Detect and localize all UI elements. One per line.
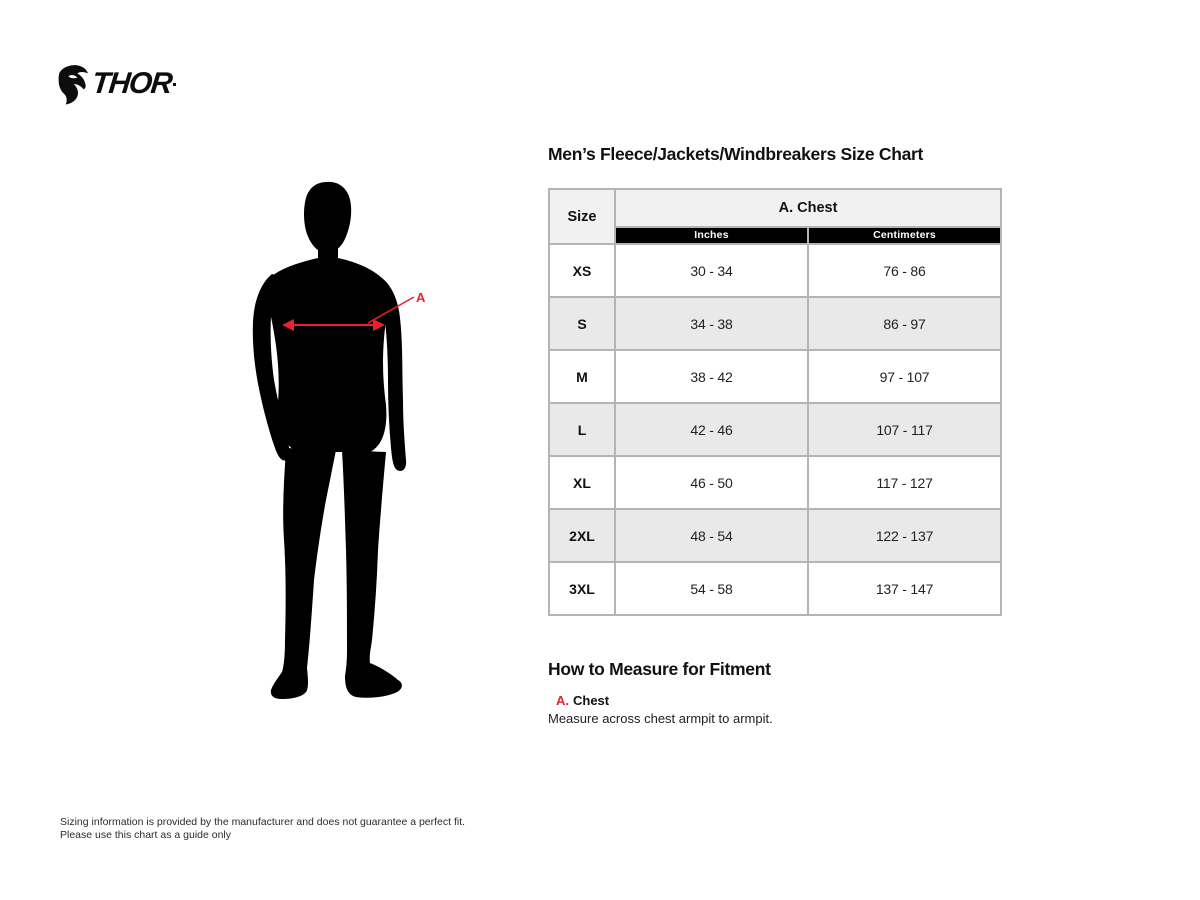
inches-cell: 46 - 50 bbox=[615, 456, 808, 509]
measure-item-description: Measure across chest armpit to armpit. bbox=[548, 711, 773, 726]
table-row-2xl bbox=[549, 509, 1001, 562]
inches-cell: 30 - 34 bbox=[615, 244, 808, 297]
centimeters-cell: 117 - 127 bbox=[808, 456, 1001, 509]
disclaimer-line-2: Please use this chart as a guide only bbox=[60, 829, 232, 841]
centimeters-cell: 97 - 107 bbox=[808, 350, 1001, 403]
centimeters-cell: 86 - 97 bbox=[808, 297, 1001, 350]
inches-cell: 34 - 38 bbox=[615, 297, 808, 350]
male-silhouette bbox=[253, 182, 406, 699]
centimeters-cell: 137 - 147 bbox=[808, 562, 1001, 615]
centimeters-column-header: Centimeters bbox=[808, 227, 1001, 244]
measure-item-letter: A. bbox=[556, 693, 569, 708]
disclaimer bbox=[60, 816, 465, 842]
size-column-header: Size bbox=[549, 189, 615, 244]
measure-item-chest bbox=[556, 693, 609, 708]
table-header-row bbox=[549, 189, 1001, 227]
size-cell: 3XL bbox=[549, 562, 615, 615]
table-row-s bbox=[549, 297, 1001, 350]
centimeters-cell: 122 - 137 bbox=[808, 509, 1001, 562]
table-row-l bbox=[549, 403, 1001, 456]
inches-cell: 54 - 58 bbox=[615, 562, 808, 615]
chest-label-a: A bbox=[416, 290, 426, 305]
measure-item-name: Chest bbox=[573, 693, 610, 708]
inches-cell: 42 - 46 bbox=[615, 403, 808, 456]
size-cell: XL bbox=[549, 456, 615, 509]
size-cell: S bbox=[549, 297, 615, 350]
size-cell: XS bbox=[549, 244, 615, 297]
table-row-m bbox=[549, 350, 1001, 403]
inches-cell: 48 - 54 bbox=[615, 509, 808, 562]
male-silhouette-figure bbox=[230, 150, 470, 730]
size-chart-title: Men’s Fleece/Jackets/Windbreakers Size Chart bbox=[548, 144, 924, 164]
disclaimer-line-1: Sizing information is provided by the manufacturer and does not guarantee a perfect fit. bbox=[60, 816, 466, 828]
table-row-xl bbox=[549, 456, 1001, 509]
size-table bbox=[548, 188, 1002, 616]
chest-group-header: A. Chest bbox=[615, 189, 1001, 227]
unit-header-row bbox=[549, 227, 1001, 244]
size-cell: 2XL bbox=[549, 509, 615, 562]
size-cell: L bbox=[549, 403, 615, 456]
centimeters-cell: 76 - 86 bbox=[808, 244, 1001, 297]
inches-column-header: Inches bbox=[615, 227, 808, 244]
centimeters-cell: 107 - 117 bbox=[808, 403, 1001, 456]
size-cell: M bbox=[549, 350, 615, 403]
how-to-measure-heading: How to Measure for Fitment bbox=[548, 659, 771, 679]
trademark-dot bbox=[173, 83, 176, 86]
brand-logo bbox=[56, 58, 206, 110]
inches-cell: 38 - 42 bbox=[615, 350, 808, 403]
brand-wordmark: THOR bbox=[90, 67, 173, 100]
size-table-container bbox=[548, 188, 1000, 616]
table-row-xs bbox=[549, 244, 1001, 297]
thor-helmet-icon bbox=[56, 61, 88, 107]
table-row-3xl bbox=[549, 562, 1001, 615]
